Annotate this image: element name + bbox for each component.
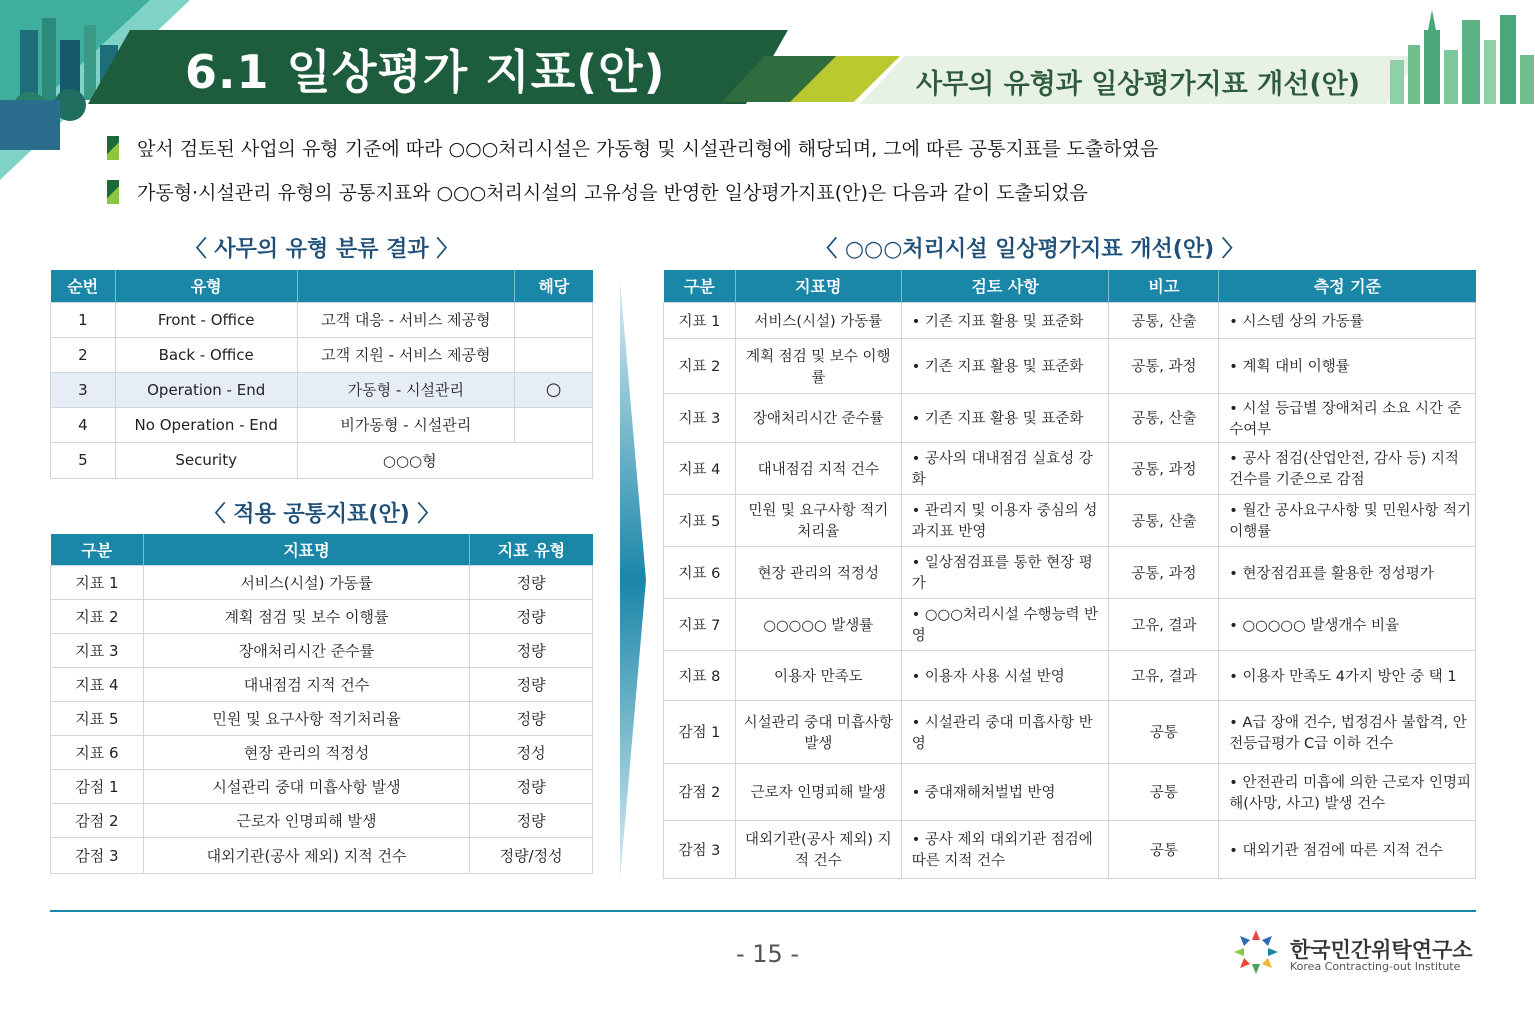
cell: 대내점검 지적 건수 — [143, 667, 469, 701]
table-header-row — [664, 270, 1476, 302]
cell: 지표 4 — [51, 667, 144, 701]
cell: 공통, 과정 — [1109, 442, 1219, 494]
table-row — [51, 599, 593, 633]
cell: 공통 — [1109, 820, 1219, 878]
cell: • 시설 등급별 장애처리 소요 시간 준수여부 — [1219, 393, 1476, 442]
cell: 가동형 - 시설관리 — [297, 372, 515, 407]
table-row — [664, 393, 1476, 442]
column-header: 지표 유형 — [470, 534, 593, 565]
cell — [515, 407, 593, 442]
cell: 공통, 산출 — [1109, 494, 1219, 546]
cell: 근로자 인명피해 발생 — [735, 763, 901, 820]
improved-indicators-table — [663, 270, 1476, 879]
column-header: 순번 — [51, 270, 116, 302]
cell: No Operation - End — [115, 407, 297, 442]
cell: 정량 — [470, 565, 593, 599]
cell: Security — [115, 442, 297, 478]
cell: 지표 5 — [51, 701, 144, 735]
cell: 3 — [51, 372, 116, 407]
institute-name-en: Korea Contracting-out Institute — [1290, 960, 1461, 973]
cell: • 공사 제외 대외기관 점검에 따른 지적 건수 — [901, 820, 1109, 878]
cell: 시설관리 중대 미흡사항 발생 — [143, 769, 469, 803]
table-row — [664, 302, 1476, 338]
cell: 정성 — [470, 735, 593, 769]
cell: 정량 — [470, 803, 593, 837]
cell: 이용자 만족도 — [735, 650, 901, 700]
page-title: 6.1 일상평가 지표(안) — [185, 45, 666, 99]
table-row — [664, 650, 1476, 700]
cell: Back - Office — [115, 337, 297, 372]
table-header-row — [51, 534, 593, 565]
cell: 공통 — [1109, 700, 1219, 763]
cell: 정량 — [470, 701, 593, 735]
applicable-mark: ○ — [515, 372, 593, 407]
table-row — [51, 442, 593, 478]
cell: • 대외기관 점검에 따른 지적 건수 — [1219, 820, 1476, 878]
cell: 지표 5 — [664, 494, 736, 546]
cell: 정량/정성 — [470, 837, 593, 873]
column-header: 구분 — [51, 534, 144, 565]
table-header-row — [51, 270, 593, 302]
table-row — [664, 700, 1476, 763]
bullet-text: 가동형·시설관리 유형의 공통지표와 ○○○처리시설의 고유성을 반영한 일상평가지표(안)은 다음과 같이 도출되었음 — [137, 182, 1088, 204]
cell: Operation - End — [115, 372, 297, 407]
cell: 지표 1 — [51, 565, 144, 599]
table-row — [664, 338, 1476, 393]
cell: 지표 1 — [664, 302, 736, 338]
cell: 민원 및 요구사항 적기 처리율 — [735, 494, 901, 546]
cell: 감점 3 — [51, 837, 144, 873]
cell: 지표 6 — [51, 735, 144, 769]
column-header: 지표명 — [735, 270, 901, 302]
table-row — [664, 546, 1476, 598]
classification-title: 〈 사무의 유형 분류 결과 〉 — [184, 237, 459, 262]
bullet-item — [107, 178, 1088, 205]
cell: 고객 대응 - 서비스 제공형 — [297, 302, 515, 337]
cell: • 공사 점검(산업안전, 감사 등) 지적 건수를 기준으로 감점 — [1219, 442, 1476, 494]
cell: 장애처리시간 준수률 — [735, 393, 901, 442]
cell — [515, 302, 593, 337]
cell: 대외기관(공사 제외) 지적 건수 — [735, 820, 901, 878]
cell: 지표 2 — [664, 338, 736, 393]
bullet-text: 앞서 검토된 사업의 유형 기준에 따라 ○○○처리시설은 가동형 및 시설관리형에 해당되며, 그에 따른 공통지표를 도출하였음 — [137, 138, 1159, 160]
common-indicators-title: 〈 적용 공통지표(안) 〉 — [203, 502, 440, 527]
bullet-mark-icon — [107, 136, 119, 160]
cell: • 계획 대비 이행률 — [1219, 338, 1476, 393]
cell: ○○○형 — [297, 442, 592, 478]
cell: 대내점검 지적 건수 — [735, 442, 901, 494]
cell: 지표 8 — [664, 650, 736, 700]
cell: 감점 2 — [664, 763, 736, 820]
cell: 지표 3 — [51, 633, 144, 667]
cell: 감점 1 — [51, 769, 144, 803]
cell: • 중대재해처벌법 반영 — [901, 763, 1109, 820]
table-row — [51, 837, 593, 873]
cell: 고유, 결과 — [1109, 598, 1219, 650]
divider-arrow-icon — [612, 280, 652, 880]
table-row — [51, 302, 593, 337]
cell: • 기존 지표 활용 및 표준화 — [901, 393, 1109, 442]
table-row — [51, 667, 593, 701]
cell: • 이용자 만족도 4가지 방안 중 택 1 — [1219, 650, 1476, 700]
column-header — [297, 270, 515, 302]
table-row — [51, 735, 593, 769]
cell: 4 — [51, 407, 116, 442]
column-header: 비고 — [1109, 270, 1219, 302]
cell: 계획 점검 및 보수 이행률 — [143, 599, 469, 633]
table-row — [51, 769, 593, 803]
cell: 현장 관리의 적정성 — [143, 735, 469, 769]
cell: • 기존 지표 활용 및 표준화 — [901, 302, 1109, 338]
cell: • 관리지 및 이용자 중심의 성과지표 반영 — [901, 494, 1109, 546]
cell: 2 — [51, 337, 116, 372]
cell: ○○○○○ 발생률 — [735, 598, 901, 650]
cell: 지표 4 — [664, 442, 736, 494]
table-row — [664, 598, 1476, 650]
column-header: 해당 — [515, 270, 593, 302]
cell: 계획 점검 및 보수 이행률 — [735, 338, 901, 393]
table-row — [51, 337, 593, 372]
bullet-item — [107, 134, 1158, 161]
cell: 정량 — [470, 769, 593, 803]
cell: 고유, 결과 — [1109, 650, 1219, 700]
cell: 장애처리시간 준수률 — [143, 633, 469, 667]
table-row — [51, 633, 593, 667]
table-row — [51, 803, 593, 837]
cell: • 안전관리 미흡에 의한 근로자 인명피해(사망, 사고) 발생 건수 — [1219, 763, 1476, 820]
cell: 서비스(시설) 가동률 — [735, 302, 901, 338]
column-header: 지표명 — [143, 534, 469, 565]
common-indicators-table — [50, 534, 593, 874]
cell — [515, 337, 593, 372]
cell: 대외기관(공사 제외) 지적 건수 — [143, 837, 469, 873]
cell: 고객 지원 - 서비스 제공형 — [297, 337, 515, 372]
institute-name-ko: 한국민간위탁연구소 — [1290, 938, 1473, 962]
improved-indicators-title: 〈 ○○○처리시설 일상평가지표 개선(안) 〉 — [815, 237, 1244, 262]
bullet-mark-icon — [107, 180, 119, 204]
city-skyline-graphic-right — [1380, 0, 1535, 104]
column-header: 측정 기준 — [1219, 270, 1476, 302]
cell: 지표 6 — [664, 546, 736, 598]
table-row — [664, 763, 1476, 820]
cell: 시설관리 중대 미흡사항 발생 — [735, 700, 901, 763]
cell: 5 — [51, 442, 116, 478]
cell: • 시설관리 중대 미흡사항 반영 — [901, 700, 1109, 763]
cell: 근로자 인명피해 발생 — [143, 803, 469, 837]
cell: • ○○○○○ 발생개수 비율 — [1219, 598, 1476, 650]
cell: 공통, 과정 — [1109, 546, 1219, 598]
table-row — [664, 442, 1476, 494]
column-header: 유형 — [115, 270, 297, 302]
footer-divider — [50, 910, 1476, 912]
cell: 정량 — [470, 599, 593, 633]
page-subtitle: 사무의 유형과 일상평가지표 개선(안) — [916, 69, 1361, 100]
cell: • 월간 공사요구사항 및 민원사항 적기이행률 — [1219, 494, 1476, 546]
table-row — [51, 407, 593, 442]
cell: • A급 장애 건수, 법정검사 불합격, 안전등급평가 C급 이하 건수 — [1219, 700, 1476, 763]
column-header: 검토 사항 — [901, 270, 1109, 302]
cell: 지표 7 — [664, 598, 736, 650]
cell: 지표 2 — [51, 599, 144, 633]
cell: • 기존 지표 활용 및 표준화 — [901, 338, 1109, 393]
cell: Front - Office — [115, 302, 297, 337]
cell: 감점 2 — [51, 803, 144, 837]
cell: 비가동형 - 시설관리 — [297, 407, 515, 442]
cell: 감점 1 — [664, 700, 736, 763]
cell: 공통, 산출 — [1109, 393, 1219, 442]
institute-logo-icon — [1232, 928, 1280, 976]
cell: 정량 — [470, 667, 593, 701]
cell: • 일상점검표를 통한 현장 평가 — [901, 546, 1109, 598]
table-row — [51, 565, 593, 599]
table-row — [51, 701, 593, 735]
cell: • ○○○처리시설 수행능력 반영 — [901, 598, 1109, 650]
cell: 공통 — [1109, 763, 1219, 820]
table-row — [664, 494, 1476, 546]
cell: 공통, 과정 — [1109, 338, 1219, 393]
cell: 정량 — [470, 633, 593, 667]
page-number: - 15 - — [735, 940, 800, 968]
cell: 현장 관리의 적정성 — [735, 546, 901, 598]
table-row — [664, 820, 1476, 878]
column-header: 구분 — [664, 270, 736, 302]
cell: 공통, 산출 — [1109, 302, 1219, 338]
cell: 지표 3 — [664, 393, 736, 442]
cell: 서비스(시설) 가동률 — [143, 565, 469, 599]
cell: • 이용자 사용 시설 반영 — [901, 650, 1109, 700]
classification-table — [50, 270, 593, 479]
cell: 1 — [51, 302, 116, 337]
table-row-highlighted — [51, 372, 593, 407]
cell: • 현장점검표를 활용한 정성평가 — [1219, 546, 1476, 598]
cell: • 시스템 상의 가동률 — [1219, 302, 1476, 338]
cell: • 공사의 대내점검 실효성 강화 — [901, 442, 1109, 494]
cell: 민원 및 요구사항 적기처리율 — [143, 701, 469, 735]
cell: 감점 3 — [664, 820, 736, 878]
